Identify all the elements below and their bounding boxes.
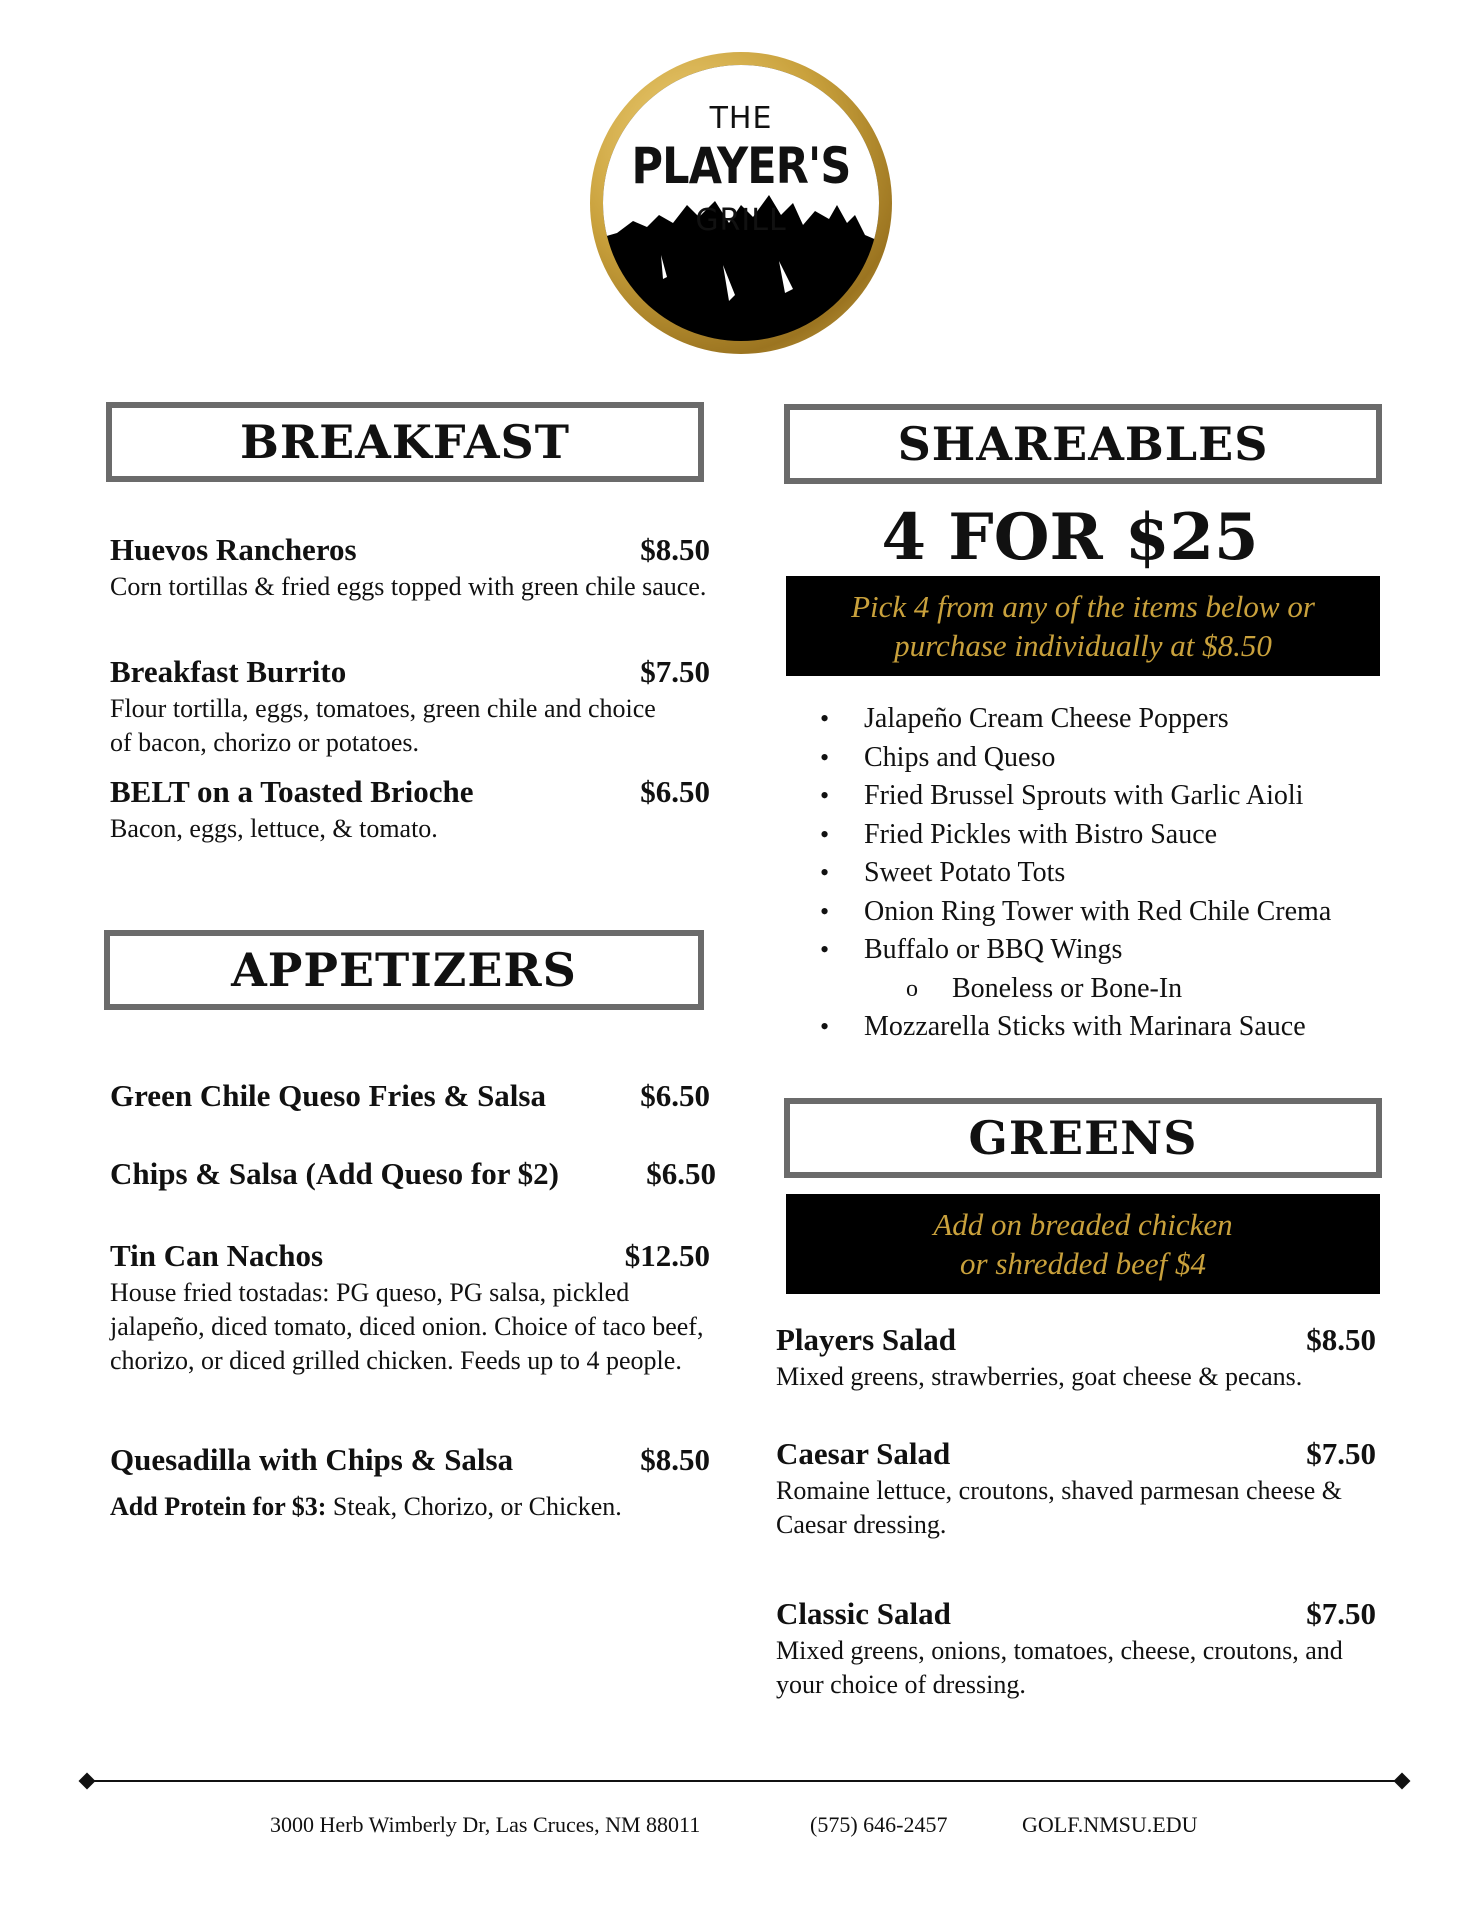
item-price: $7.50 xyxy=(640,654,710,689)
shareables-title: SHAREABLES xyxy=(897,417,1269,471)
item-name: Chips & Salsa (Add Queso for $2) xyxy=(110,1156,560,1191)
sub-list-item: o Boneless or Bone-In xyxy=(820,970,1420,1009)
logo-text-grill: GRILL xyxy=(695,203,787,238)
greens-note-line: or shredded beef $4 xyxy=(960,1246,1206,1281)
menu-item xyxy=(110,532,710,604)
item-price: $8.50 xyxy=(640,1442,710,1477)
menu-item xyxy=(776,1436,1376,1542)
menu-item xyxy=(110,774,710,846)
shareables-note-line: purchase individually at $8.50 xyxy=(894,628,1272,663)
menu-item xyxy=(776,1322,1376,1394)
item-name: Huevos Rancheros xyxy=(110,532,357,567)
item-description: Mixed greens, onions, tomatoes, cheese, croutons, and your choice of dressing. xyxy=(776,1636,1343,1699)
shareables-note-line: Pick 4 from any of the items below or xyxy=(851,589,1315,624)
item-description: Flour tortilla, eggs, tomatoes, green chile and choice of bacon, chorizo or potatoes. xyxy=(110,694,656,757)
add-protein-label: Add Protein for $3: xyxy=(110,1492,327,1521)
item-name: Breakfast Burrito xyxy=(110,654,347,689)
item-price: $6.50 xyxy=(640,774,710,809)
item-price: $7.50 xyxy=(1306,1596,1376,1631)
shareables-header xyxy=(784,404,1382,484)
promo-title: 4 FOR $25 xyxy=(881,500,1259,575)
item-name: Quesadilla with Chips & Salsa xyxy=(110,1442,514,1477)
item-name: Tin Can Nachos xyxy=(110,1238,324,1273)
list-item: • Mozzarella Sticks with Marinara Sauce xyxy=(820,1008,1420,1047)
diamond-icon xyxy=(79,1773,96,1790)
item-name: BELT on a Toasted Brioche xyxy=(110,774,474,809)
list-item: • Buffalo or BBQ Wings xyxy=(820,931,1420,970)
appetizers-title: APPETIZERS xyxy=(231,943,577,997)
diamond-icon xyxy=(1394,1773,1411,1790)
menu-item xyxy=(110,1156,716,1192)
item-price: $8.50 xyxy=(640,532,710,567)
logo-text-players: PLAYER'S xyxy=(631,137,851,195)
greens-note-band xyxy=(786,1194,1380,1294)
footer-divider xyxy=(86,1780,1402,1782)
item-name: Caesar Salad xyxy=(776,1436,951,1471)
item-description: Corn tortillas & fried eggs topped with green chile sauce. xyxy=(110,572,707,601)
item-description: Bacon, eggs, lettuce, & tomato. xyxy=(110,814,438,843)
logo-emblem xyxy=(603,65,879,341)
item-name: Green Chile Queso Fries & Salsa xyxy=(110,1078,546,1113)
menu-item xyxy=(110,1078,710,1114)
item-description: House fried tostadas: PG queso, PG salsa, pickled jalapeño, diced tomato, diced onion. Choice of taco beef, chorizo, or diced grilled chicken. Feeds up to 4 people. xyxy=(110,1278,704,1375)
greens-header xyxy=(784,1098,1382,1178)
add-protein-note xyxy=(110,1492,622,1522)
shareables-list xyxy=(820,700,1420,1047)
list-item: • Chips and Queso xyxy=(820,739,1420,778)
item-description: Romaine lettuce, croutons, shaved parmesan cheese & Caesar dressing. xyxy=(776,1476,1343,1539)
item-price: $6.50 xyxy=(646,1156,716,1191)
footer-address: 3000 Herb Wimberly Dr, Las Cruces, NM 88011 xyxy=(270,1812,701,1837)
breakfast-header xyxy=(106,402,704,482)
menu-item xyxy=(110,1238,710,1378)
logo xyxy=(590,52,892,354)
list-item: • Sweet Potato Tots xyxy=(820,854,1420,893)
item-price: $12.50 xyxy=(624,1238,710,1273)
list-item: • Fried Brussel Sprouts with Garlic Aioli xyxy=(820,777,1420,816)
footer-website: GOLF.NMSU.EDU xyxy=(1022,1812,1198,1837)
item-name: Classic Salad xyxy=(776,1596,951,1631)
shareables-note-band xyxy=(786,576,1380,676)
logo-text-the: THE xyxy=(709,101,773,136)
menu-item xyxy=(110,1442,710,1478)
breakfast-title: BREAKFAST xyxy=(240,415,570,469)
menu-item xyxy=(110,654,710,760)
appetizers-header xyxy=(104,930,704,1010)
item-name: Players Salad xyxy=(776,1322,956,1357)
list-item: • Onion Ring Tower with Red Chile Crema xyxy=(820,893,1420,932)
list-item: • Jalapeño Cream Cheese Poppers xyxy=(820,700,1420,739)
menu-item xyxy=(776,1596,1376,1702)
add-protein-text: Steak, Chorizo, or Chicken. xyxy=(326,1492,622,1521)
item-price: $6.50 xyxy=(640,1078,710,1113)
item-price: $8.50 xyxy=(1306,1322,1376,1357)
greens-title: GREENS xyxy=(968,1111,1198,1165)
footer-phone: (575) 646-2457 xyxy=(810,1812,948,1837)
item-description: Mixed greens, strawberries, goat cheese & pecans. xyxy=(776,1362,1303,1391)
item-price: $7.50 xyxy=(1306,1436,1376,1471)
greens-note-line: Add on breaded chicken xyxy=(933,1207,1233,1242)
list-item: • Fried Pickles with Bistro Sauce xyxy=(820,816,1420,855)
